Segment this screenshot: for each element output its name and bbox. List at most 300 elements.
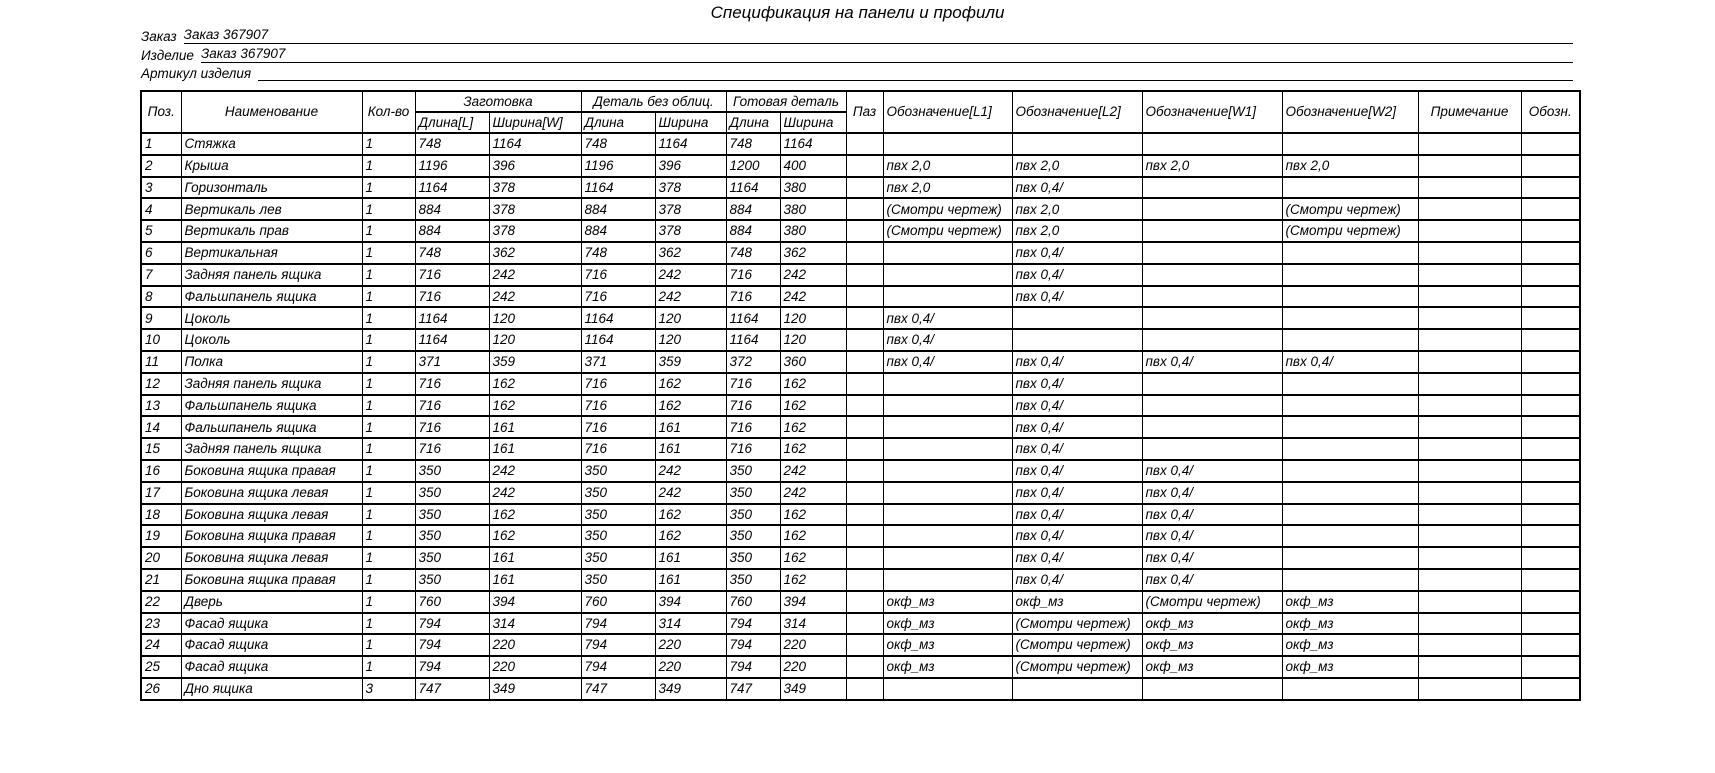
cell-detail-width: 378 bbox=[655, 198, 726, 220]
cell-name: Горизонталь bbox=[181, 177, 362, 199]
table-row bbox=[141, 416, 1580, 438]
cell-blank-width: 1164 bbox=[489, 133, 581, 155]
cell-blank-width: 220 bbox=[489, 656, 581, 678]
cell-name: Дверь bbox=[181, 591, 362, 613]
cell-qty: 1 bbox=[362, 198, 415, 220]
cell-finished-length: 884 bbox=[726, 198, 780, 220]
cell-groove bbox=[846, 613, 883, 635]
cell-finished-width: 314 bbox=[780, 613, 846, 635]
table-row bbox=[141, 438, 1580, 460]
cell-blank-length: 794 bbox=[415, 634, 489, 656]
header-name: Наименование bbox=[181, 91, 362, 133]
cell-groove bbox=[846, 220, 883, 242]
cell-mark-l1 bbox=[883, 438, 1012, 460]
header-finished-group: Готовая деталь bbox=[726, 91, 846, 112]
cell-mark-l1 bbox=[883, 504, 1012, 526]
cell-mark-w2 bbox=[1282, 569, 1418, 591]
cell-mark-w1: пвх 0,4/ bbox=[1142, 351, 1282, 373]
cell-mark bbox=[1521, 155, 1580, 177]
cell-qty: 1 bbox=[362, 656, 415, 678]
cell-mark-w2 bbox=[1282, 525, 1418, 547]
cell-pos: 23 bbox=[141, 613, 181, 635]
table-row bbox=[141, 133, 1580, 155]
cell-mark-l2: пвх 0,4/ bbox=[1012, 547, 1142, 569]
cell-mark bbox=[1521, 351, 1580, 373]
cell-finished-width: 162 bbox=[780, 525, 846, 547]
cell-name: Вертикальная bbox=[181, 242, 362, 264]
table-row bbox=[141, 286, 1580, 308]
cell-pos: 20 bbox=[141, 547, 181, 569]
cell-mark-l2 bbox=[1012, 678, 1142, 700]
cell-qty: 1 bbox=[362, 416, 415, 438]
cell-finished-width: 380 bbox=[780, 177, 846, 199]
cell-groove bbox=[846, 656, 883, 678]
cell-finished-length: 350 bbox=[726, 504, 780, 526]
cell-groove bbox=[846, 634, 883, 656]
table-row bbox=[141, 351, 1580, 373]
cell-note bbox=[1418, 242, 1521, 264]
cell-detail-length: 350 bbox=[581, 482, 655, 504]
cell-finished-width: 380 bbox=[780, 198, 846, 220]
cell-detail-length: 716 bbox=[581, 438, 655, 460]
cell-finished-width: 349 bbox=[780, 678, 846, 700]
cell-detail-width: 394 bbox=[655, 591, 726, 613]
cell-qty: 1 bbox=[362, 307, 415, 329]
cell-note bbox=[1418, 460, 1521, 482]
cell-name: Боковина ящика левая bbox=[181, 482, 362, 504]
cell-mark-l1 bbox=[883, 547, 1012, 569]
cell-detail-width: 242 bbox=[655, 482, 726, 504]
cell-mark-w2: окф_мз bbox=[1282, 634, 1418, 656]
cell-blank-length: 716 bbox=[415, 438, 489, 460]
table-row bbox=[141, 220, 1580, 242]
cell-groove bbox=[846, 395, 883, 417]
cell-mark-w2 bbox=[1282, 242, 1418, 264]
table-row bbox=[141, 198, 1580, 220]
cell-groove bbox=[846, 591, 883, 613]
cell-note bbox=[1418, 504, 1521, 526]
cell-finished-length: 350 bbox=[726, 547, 780, 569]
cell-name: Фальшпанель ящика bbox=[181, 286, 362, 308]
cell-blank-length: 1164 bbox=[415, 307, 489, 329]
header-mark-w2: Обозначение[W2] bbox=[1282, 91, 1418, 133]
cell-detail-length: 716 bbox=[581, 373, 655, 395]
cell-name: Задняя панель ящика bbox=[181, 373, 362, 395]
cell-pos: 14 bbox=[141, 416, 181, 438]
cell-mark-l2: пвх 0,4/ bbox=[1012, 525, 1142, 547]
cell-note bbox=[1418, 656, 1521, 678]
cell-detail-length: 371 bbox=[581, 351, 655, 373]
cell-mark-w1: пвх 0,4/ bbox=[1142, 547, 1282, 569]
cell-mark-w2 bbox=[1282, 307, 1418, 329]
cell-finished-width: 1164 bbox=[780, 133, 846, 155]
order-label: Заказ bbox=[141, 29, 177, 45]
cell-blank-width: 242 bbox=[489, 286, 581, 308]
cell-blank-width: 161 bbox=[489, 416, 581, 438]
cell-mark-w2 bbox=[1282, 133, 1418, 155]
cell-note bbox=[1418, 177, 1521, 199]
cell-finished-length: 1164 bbox=[726, 177, 780, 199]
table-row bbox=[141, 177, 1580, 199]
cell-mark-w2 bbox=[1282, 329, 1418, 351]
cell-mark bbox=[1521, 416, 1580, 438]
cell-note bbox=[1418, 613, 1521, 635]
cell-finished-width: 362 bbox=[780, 242, 846, 264]
cell-mark bbox=[1521, 613, 1580, 635]
cell-blank-length: 1196 bbox=[415, 155, 489, 177]
cell-name: Стяжка bbox=[181, 133, 362, 155]
cell-groove bbox=[846, 569, 883, 591]
cell-name: Фасад ящика bbox=[181, 634, 362, 656]
cell-note bbox=[1418, 634, 1521, 656]
cell-mark-w1 bbox=[1142, 438, 1282, 460]
cell-blank-width: 394 bbox=[489, 591, 581, 613]
cell-mark-l2: (Смотри чертеж) bbox=[1012, 613, 1142, 635]
cell-mark-l2: пвх 0,4/ bbox=[1012, 286, 1142, 308]
cell-mark-l1 bbox=[883, 482, 1012, 504]
table-row bbox=[141, 591, 1580, 613]
cell-qty: 1 bbox=[362, 242, 415, 264]
page-title: Спецификация на панели и профили bbox=[710, 3, 1005, 22]
cell-qty: 1 bbox=[362, 395, 415, 417]
cell-blank-length: 1164 bbox=[415, 177, 489, 199]
header-mark: Обозн. bbox=[1521, 91, 1580, 133]
table-row bbox=[141, 547, 1580, 569]
cell-detail-length: 350 bbox=[581, 525, 655, 547]
cell-mark-w2 bbox=[1282, 504, 1418, 526]
cell-pos: 2 bbox=[141, 155, 181, 177]
cell-mark bbox=[1521, 177, 1580, 199]
cell-pos: 24 bbox=[141, 634, 181, 656]
cell-detail-length: 794 bbox=[581, 656, 655, 678]
cell-mark-l1 bbox=[883, 373, 1012, 395]
cell-name: Крыша bbox=[181, 155, 362, 177]
cell-mark-w1: (Смотри чертеж) bbox=[1142, 591, 1282, 613]
cell-blank-length: 350 bbox=[415, 547, 489, 569]
cell-detail-length: 350 bbox=[581, 460, 655, 482]
cell-mark-w1 bbox=[1142, 133, 1282, 155]
cell-mark-w2 bbox=[1282, 438, 1418, 460]
cell-mark-w2: окф_мз bbox=[1282, 613, 1418, 635]
cell-mark-l2: пвх 0,4/ bbox=[1012, 242, 1142, 264]
cell-qty: 1 bbox=[362, 613, 415, 635]
cell-mark-w2: пвх 0,4/ bbox=[1282, 351, 1418, 373]
cell-mark-w1: пвх 2,0 bbox=[1142, 155, 1282, 177]
cell-mark-w2: (Смотри чертеж) bbox=[1282, 198, 1418, 220]
cell-qty: 1 bbox=[362, 351, 415, 373]
cell-groove bbox=[846, 547, 883, 569]
cell-mark-l2: (Смотри чертеж) bbox=[1012, 656, 1142, 678]
cell-groove bbox=[846, 177, 883, 199]
cell-note bbox=[1418, 416, 1521, 438]
cell-detail-width: 242 bbox=[655, 286, 726, 308]
cell-pos: 25 bbox=[141, 656, 181, 678]
cell-detail-length: 1164 bbox=[581, 307, 655, 329]
cell-detail-width: 162 bbox=[655, 373, 726, 395]
cell-mark-w1: пвх 0,4/ bbox=[1142, 525, 1282, 547]
cell-blank-width: 396 bbox=[489, 155, 581, 177]
cell-name: Вертикаль прав bbox=[181, 220, 362, 242]
header-mark-l1: Обозначение[L1] bbox=[883, 91, 1012, 133]
cell-finished-length: 748 bbox=[726, 242, 780, 264]
cell-blank-width: 242 bbox=[489, 264, 581, 286]
cell-blank-length: 371 bbox=[415, 351, 489, 373]
cell-finished-width: 162 bbox=[780, 438, 846, 460]
cell-blank-width: 220 bbox=[489, 634, 581, 656]
cell-finished-width: 394 bbox=[780, 591, 846, 613]
cell-mark-w2: (Смотри чертеж) bbox=[1282, 220, 1418, 242]
cell-mark-w1 bbox=[1142, 373, 1282, 395]
cell-blank-width: 161 bbox=[489, 569, 581, 591]
cell-mark bbox=[1521, 307, 1580, 329]
cell-groove bbox=[846, 525, 883, 547]
cell-mark bbox=[1521, 591, 1580, 613]
header-groove: Паз bbox=[846, 91, 883, 133]
cell-finished-width: 242 bbox=[780, 264, 846, 286]
cell-groove bbox=[846, 482, 883, 504]
cell-pos: 15 bbox=[141, 438, 181, 460]
cell-finished-width: 242 bbox=[780, 286, 846, 308]
cell-mark-l2: (Смотри чертеж) bbox=[1012, 634, 1142, 656]
cell-detail-length: 1164 bbox=[581, 177, 655, 199]
cell-qty: 3 bbox=[362, 678, 415, 700]
cell-mark bbox=[1521, 286, 1580, 308]
cell-finished-length: 716 bbox=[726, 373, 780, 395]
cell-finished-length: 760 bbox=[726, 591, 780, 613]
cell-blank-width: 242 bbox=[489, 482, 581, 504]
cell-detail-length: 884 bbox=[581, 198, 655, 220]
cell-mark bbox=[1521, 264, 1580, 286]
cell-detail-length: 1196 bbox=[581, 155, 655, 177]
cell-blank-length: 350 bbox=[415, 504, 489, 526]
cell-qty: 1 bbox=[362, 155, 415, 177]
cell-mark bbox=[1521, 242, 1580, 264]
cell-mark-l2: пвх 0,4/ bbox=[1012, 460, 1142, 482]
cell-pos: 4 bbox=[141, 198, 181, 220]
cell-groove bbox=[846, 373, 883, 395]
cell-detail-width: 162 bbox=[655, 395, 726, 417]
table-row bbox=[141, 264, 1580, 286]
cell-blank-width: 349 bbox=[489, 678, 581, 700]
cell-qty: 1 bbox=[362, 373, 415, 395]
article-line bbox=[141, 63, 1573, 81]
cell-name: Цоколь bbox=[181, 329, 362, 351]
cell-groove bbox=[846, 351, 883, 373]
cell-note bbox=[1418, 329, 1521, 351]
cell-blank-width: 120 bbox=[489, 329, 581, 351]
cell-pos: 13 bbox=[141, 395, 181, 417]
cell-detail-width: 242 bbox=[655, 460, 726, 482]
table-row bbox=[141, 656, 1580, 678]
cell-mark bbox=[1521, 460, 1580, 482]
table-row bbox=[141, 242, 1580, 264]
header-mark-l2: Обозначение[L2] bbox=[1012, 91, 1142, 133]
cell-name: Дно ящика bbox=[181, 678, 362, 700]
cell-blank-length: 794 bbox=[415, 613, 489, 635]
cell-groove bbox=[846, 242, 883, 264]
cell-finished-length: 748 bbox=[726, 133, 780, 155]
cell-blank-width: 162 bbox=[489, 504, 581, 526]
cell-qty: 1 bbox=[362, 504, 415, 526]
cell-mark bbox=[1521, 329, 1580, 351]
cell-mark-l2: пвх 0,4/ bbox=[1012, 438, 1142, 460]
cell-note bbox=[1418, 220, 1521, 242]
cell-mark bbox=[1521, 569, 1580, 591]
cell-pos: 22 bbox=[141, 591, 181, 613]
cell-note bbox=[1418, 547, 1521, 569]
table-row bbox=[141, 482, 1580, 504]
cell-finished-length: 350 bbox=[726, 525, 780, 547]
cell-mark-l1 bbox=[883, 286, 1012, 308]
cell-mark bbox=[1521, 678, 1580, 700]
header-blank-length: Длина[L] bbox=[415, 112, 489, 133]
header-note: Примечание bbox=[1418, 91, 1521, 133]
cell-groove bbox=[846, 460, 883, 482]
cell-note bbox=[1418, 155, 1521, 177]
cell-finished-width: 162 bbox=[780, 547, 846, 569]
cell-name: Фасад ящика bbox=[181, 613, 362, 635]
cell-mark-w2 bbox=[1282, 416, 1418, 438]
cell-pos: 26 bbox=[141, 678, 181, 700]
cell-note bbox=[1418, 198, 1521, 220]
cell-finished-width: 242 bbox=[780, 460, 846, 482]
cell-detail-width: 378 bbox=[655, 220, 726, 242]
cell-detail-width: 162 bbox=[655, 504, 726, 526]
cell-mark-l1: окф_мз bbox=[883, 613, 1012, 635]
cell-mark-w1: окф_мз bbox=[1142, 634, 1282, 656]
cell-mark-w2: пвх 2,0 bbox=[1282, 155, 1418, 177]
cell-blank-length: 716 bbox=[415, 416, 489, 438]
cell-finished-width: 360 bbox=[780, 351, 846, 373]
cell-blank-width: 162 bbox=[489, 525, 581, 547]
cell-mark-w2 bbox=[1282, 460, 1418, 482]
cell-detail-width: 220 bbox=[655, 634, 726, 656]
table-row bbox=[141, 634, 1580, 656]
cell-blank-length: 760 bbox=[415, 591, 489, 613]
cell-detail-width: 220 bbox=[655, 656, 726, 678]
cell-groove bbox=[846, 438, 883, 460]
cell-mark-l2: пвх 0,4/ bbox=[1012, 395, 1142, 417]
cell-blank-width: 161 bbox=[489, 438, 581, 460]
cell-finished-length: 794 bbox=[726, 656, 780, 678]
cell-pos: 6 bbox=[141, 242, 181, 264]
cell-qty: 1 bbox=[362, 525, 415, 547]
article-label: Артикул изделия bbox=[141, 66, 252, 81]
cell-note bbox=[1418, 525, 1521, 547]
cell-finished-length: 716 bbox=[726, 416, 780, 438]
cell-mark bbox=[1521, 547, 1580, 569]
cell-blank-width: 359 bbox=[489, 351, 581, 373]
cell-mark-l2: пвх 0,4/ bbox=[1012, 482, 1142, 504]
cell-mark-l1: (Смотри чертеж) bbox=[883, 220, 1012, 242]
article-value-underline bbox=[258, 65, 1573, 81]
cell-mark-l1: пвх 2,0 bbox=[883, 155, 1012, 177]
cell-mark-l2: пвх 2,0 bbox=[1012, 155, 1142, 177]
cell-groove bbox=[846, 155, 883, 177]
cell-groove bbox=[846, 329, 883, 351]
cell-qty: 1 bbox=[362, 591, 415, 613]
cell-note bbox=[1418, 569, 1521, 591]
cell-mark-w2 bbox=[1282, 482, 1418, 504]
cell-detail-length: 884 bbox=[581, 220, 655, 242]
cell-mark-l1 bbox=[883, 460, 1012, 482]
cell-pos: 5 bbox=[141, 220, 181, 242]
cell-finished-width: 242 bbox=[780, 482, 846, 504]
cell-groove bbox=[846, 307, 883, 329]
cell-name: Цоколь bbox=[181, 307, 362, 329]
cell-mark bbox=[1521, 482, 1580, 504]
cell-finished-length: 350 bbox=[726, 569, 780, 591]
cell-mark-l1: пвх 2,0 bbox=[883, 177, 1012, 199]
cell-detail-width: 161 bbox=[655, 438, 726, 460]
header-mark-w1: Обозначение[W1] bbox=[1142, 91, 1282, 133]
cell-blank-length: 350 bbox=[415, 569, 489, 591]
cell-note bbox=[1418, 351, 1521, 373]
cell-detail-length: 760 bbox=[581, 591, 655, 613]
cell-mark-w1 bbox=[1142, 307, 1282, 329]
cell-mark-w1 bbox=[1142, 395, 1282, 417]
cell-mark-l1: окф_мз bbox=[883, 656, 1012, 678]
header-finished-length: Длина bbox=[726, 112, 780, 133]
cell-mark-w2: окф_мз bbox=[1282, 656, 1418, 678]
cell-note bbox=[1418, 286, 1521, 308]
cell-name: Вертикаль лев bbox=[181, 198, 362, 220]
cell-detail-width: 396 bbox=[655, 155, 726, 177]
cell-mark bbox=[1521, 395, 1580, 417]
cell-name: Задняя панель ящика bbox=[181, 264, 362, 286]
cell-finished-width: 380 bbox=[780, 220, 846, 242]
table-row bbox=[141, 155, 1580, 177]
cell-mark-l2: пвх 2,0 bbox=[1012, 220, 1142, 242]
cell-mark bbox=[1521, 525, 1580, 547]
cell-mark bbox=[1521, 634, 1580, 656]
cell-blank-length: 748 bbox=[415, 242, 489, 264]
cell-mark-w1: окф_мз bbox=[1142, 656, 1282, 678]
cell-pos: 3 bbox=[141, 177, 181, 199]
cell-blank-width: 161 bbox=[489, 547, 581, 569]
cell-name: Задняя панель ящика bbox=[181, 438, 362, 460]
cell-mark bbox=[1521, 133, 1580, 155]
table-row bbox=[141, 678, 1580, 700]
cell-name: Боковина ящика левая bbox=[181, 504, 362, 526]
cell-pos: 11 bbox=[141, 351, 181, 373]
cell-finished-length: 747 bbox=[726, 678, 780, 700]
cell-mark-w1: пвх 0,4/ bbox=[1142, 460, 1282, 482]
cell-mark-l1 bbox=[883, 525, 1012, 547]
cell-blank-length: 716 bbox=[415, 395, 489, 417]
cell-mark-w2 bbox=[1282, 264, 1418, 286]
cell-detail-length: 747 bbox=[581, 678, 655, 700]
cell-mark-w1 bbox=[1142, 177, 1282, 199]
header-detail-group: Деталь без облиц. bbox=[581, 91, 726, 112]
table-row bbox=[141, 569, 1580, 591]
cell-detail-width: 314 bbox=[655, 613, 726, 635]
cell-qty: 1 bbox=[362, 177, 415, 199]
cell-note bbox=[1418, 133, 1521, 155]
cell-qty: 1 bbox=[362, 460, 415, 482]
cell-detail-width: 120 bbox=[655, 307, 726, 329]
product-label: Изделие bbox=[141, 47, 194, 63]
cell-mark-l2: окф_мз bbox=[1012, 591, 1142, 613]
cell-mark-l2: пвх 0,4/ bbox=[1012, 177, 1142, 199]
cell-qty: 1 bbox=[362, 569, 415, 591]
header-qty: Кол-во bbox=[362, 91, 415, 133]
table-row bbox=[141, 329, 1580, 351]
cell-finished-length: 794 bbox=[726, 613, 780, 635]
cell-note bbox=[1418, 264, 1521, 286]
cell-blank-length: 748 bbox=[415, 133, 489, 155]
cell-mark-l2: пвх 0,4/ bbox=[1012, 504, 1142, 526]
